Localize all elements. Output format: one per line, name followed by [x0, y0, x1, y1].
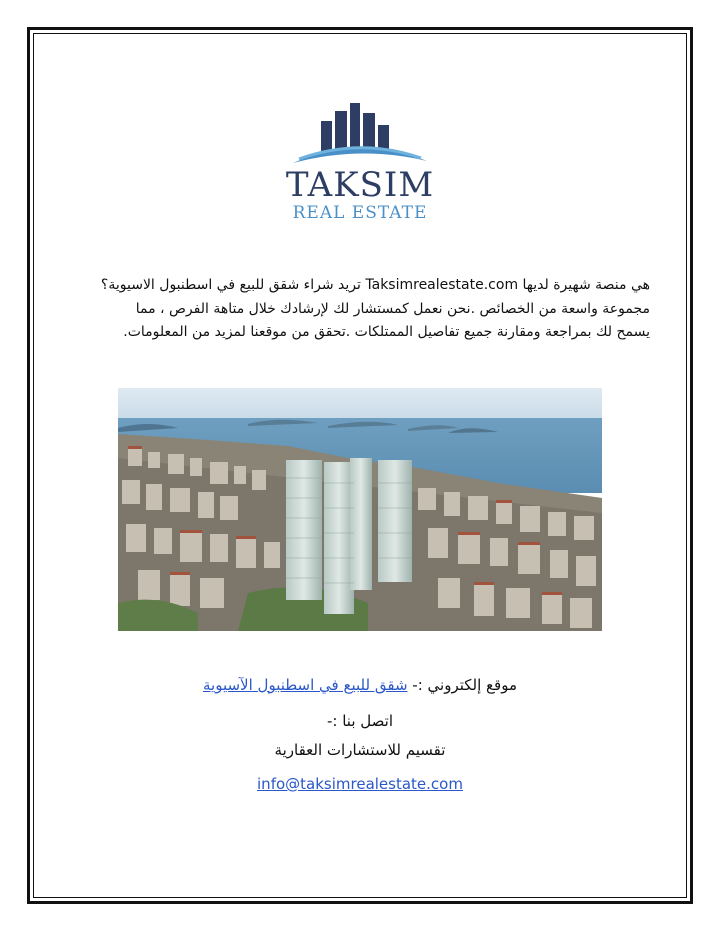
intro-line: هي منصة شهيرة لديها Taksimrealestate.com تريد شراء شقق للبيع في اسطنبول الاسيوية؟: [100, 277, 650, 293]
email-link[interactable]: info@taksimrealestate.com: [257, 775, 463, 793]
email-line: [110, 775, 610, 793]
intro-line: مجموعة واسعة من الخصائص .نحن نعمل كمستشار لك لإرشادك خلال متاهة الفرص ، مما: [135, 300, 650, 317]
taksim-logo: [285, 103, 435, 228]
company-name: تقسيم للاستشارات العقارية: [274, 741, 446, 759]
intro-line: يسمح لك بمراجعة ومقارنة جميع تفاصيل الممتلكات .تحقق من موقعنا لمزيد من المعلومات.: [123, 324, 650, 340]
istanbul-skyline-photo: [118, 388, 602, 631]
website-line: [110, 676, 610, 694]
website-link[interactable]: شقق للبيع في اسطنبول الآسيوية: [203, 676, 408, 694]
website-label: موقع إلكتروني :-: [412, 676, 517, 694]
intro-paragraph: [70, 274, 650, 345]
logo-text-taksim: TAKSIM: [285, 165, 435, 205]
contact-us-label: اتصل بنا :-: [327, 712, 393, 730]
logo-text-real-estate: REAL ESTATE: [292, 203, 428, 223]
